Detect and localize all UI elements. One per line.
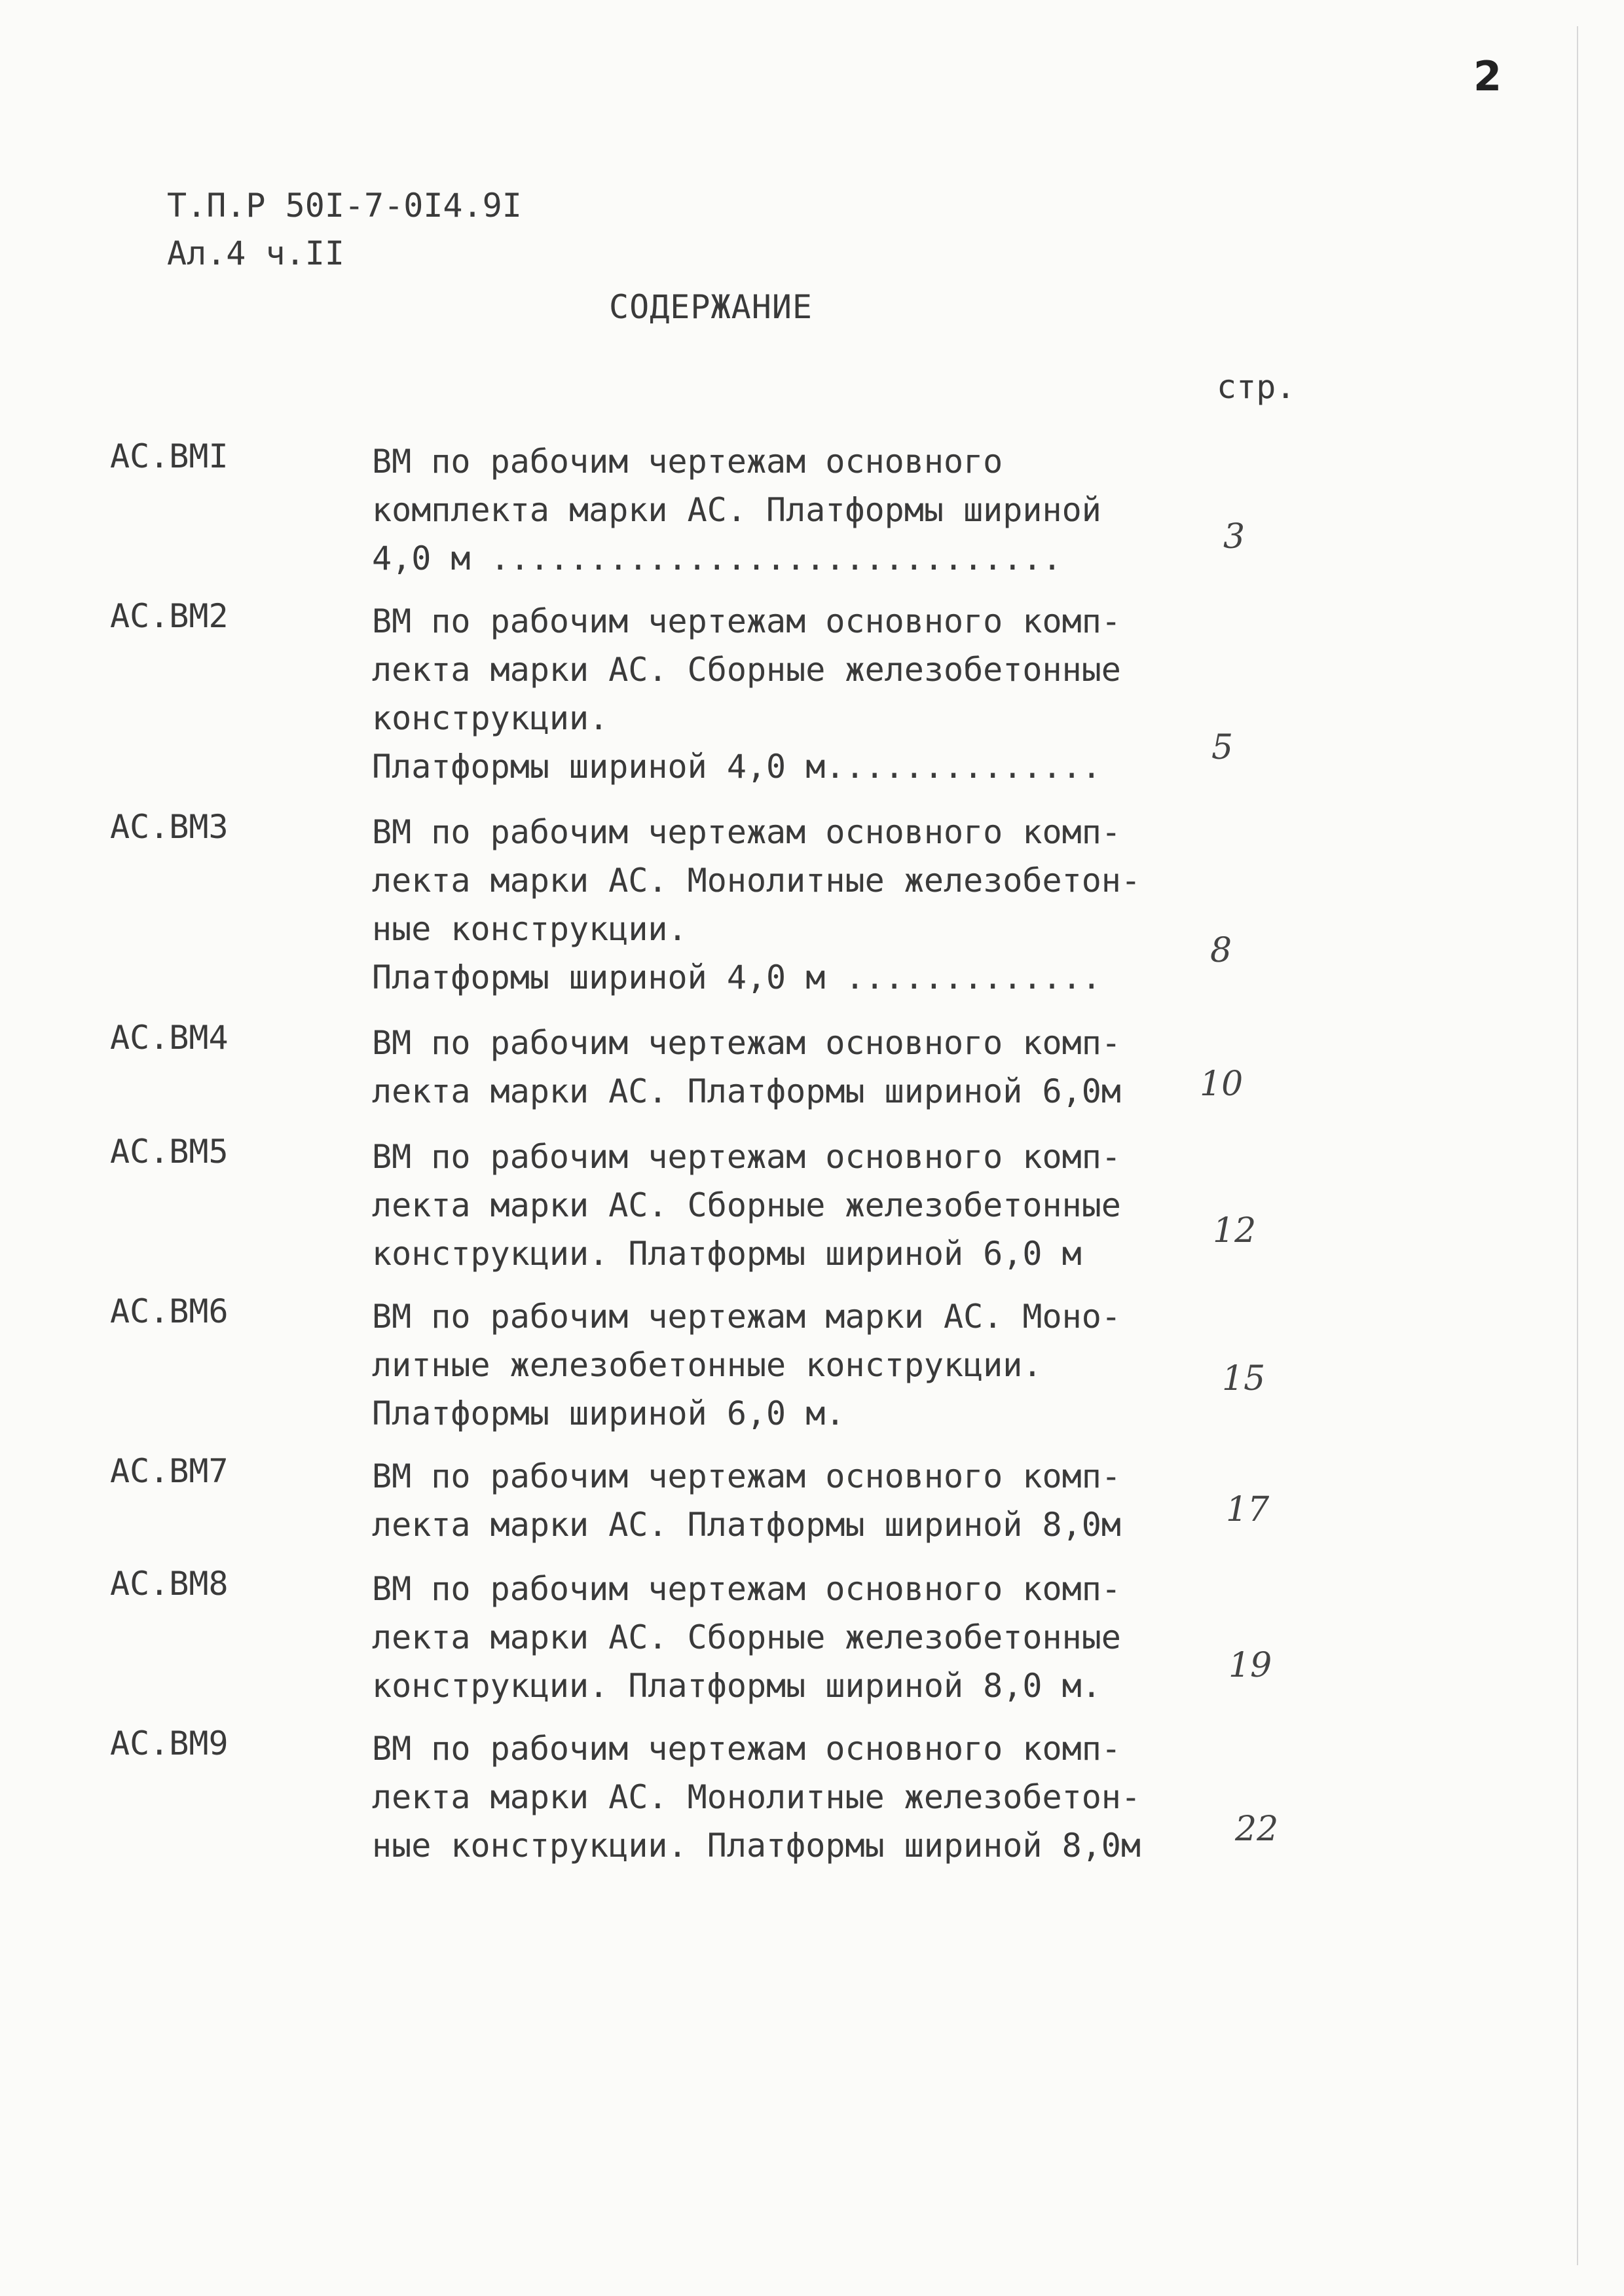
description-line: лекта марки АС. Сборные железобетонные: [372, 651, 1121, 689]
entry-code: АС.ВМ7: [110, 1452, 229, 1490]
description-line: литные железобетонные конструкции.: [372, 1346, 1043, 1384]
description-line: лекта марки АС. Платформы шириной 6,0м: [372, 1072, 1121, 1110]
document-code: Т.П.Р 50I-7-0I4.9I: [167, 187, 522, 225]
description-line: ные конструкции.: [372, 910, 688, 948]
entry-code: АС.ВМI: [110, 437, 229, 475]
description-line: лекта марки АС. Сборные железобетонные: [372, 1186, 1121, 1224]
description-line: ВМ по рабочим чертежам основного комп-: [372, 1138, 1121, 1176]
entry-page-number: 3: [1223, 517, 1246, 556]
entry-description: [372, 1724, 1141, 1870]
entry-description: [372, 808, 1141, 1002]
entry-description: [372, 1292, 1121, 1438]
page-title: СОДЕРЖАНИЕ: [609, 288, 813, 326]
entry-page-number: 15: [1222, 1359, 1266, 1398]
description-line: конструкции. Платформы шириной 6,0 м: [372, 1235, 1082, 1273]
description-line: Платформы шириной 4,0 м .............: [372, 958, 1101, 996]
description-line: ВМ по рабочим чертежам основного комп-: [372, 1570, 1121, 1608]
description-line: ВМ по рабочим чертежам основного комп-: [372, 602, 1121, 640]
entry-description: [372, 1019, 1121, 1116]
description-line: 4,0 м .............................: [372, 539, 1062, 577]
entry-code: АС.ВМ3: [110, 808, 229, 846]
description-line: конструкции.: [372, 699, 609, 737]
entry-page-number: 8: [1210, 931, 1232, 970]
entry-page-number: 12: [1213, 1211, 1257, 1250]
entry-code: АС.ВМ8: [110, 1565, 229, 1603]
description-line: лекта марки АС. Платформы шириной 8,0м: [372, 1506, 1121, 1544]
entry-code: АС.ВМ9: [110, 1724, 229, 1762]
album-part: Ал.4 ч.II: [167, 234, 344, 272]
description-line: Платформы шириной 6,0 м.: [372, 1394, 845, 1432]
entry-description: [372, 1565, 1121, 1710]
description-line: комплекта марки АС. Платформы шириной: [372, 491, 1101, 529]
description-line: ВМ по рабочим чертежам основного комп-: [372, 1730, 1121, 1768]
description-line: лекта марки АС. Монолитные железобетон-: [372, 1778, 1141, 1816]
entry-code: АС.ВМ5: [110, 1133, 229, 1171]
entry-description: [372, 597, 1121, 791]
description-line: ВМ по рабочим чертежам основного: [372, 443, 1003, 481]
entry-page-number: 17: [1226, 1490, 1270, 1529]
page-number: 2: [1473, 52, 1502, 100]
description-line: ВМ по рабочим чертежам марки АС. Моно-: [372, 1298, 1121, 1336]
entry-code: АС.ВМ2: [110, 597, 229, 635]
description-line: лекта марки АС. Сборные железобетонные: [372, 1618, 1121, 1656]
scan-margin-line: [1577, 26, 1578, 2265]
entry-page-number: 5: [1211, 728, 1234, 767]
description-line: конструкции. Платформы шириной 8,0 м.: [372, 1667, 1101, 1705]
entry-code: АС.ВМ4: [110, 1019, 229, 1057]
entry-description: [372, 437, 1101, 583]
entry-description: [372, 1133, 1121, 1278]
description-line: ные конструкции. Платформы шириной 8,0м: [372, 1827, 1141, 1865]
description-line: ВМ по рабочим чертежам основного комп-: [372, 813, 1121, 851]
description-line: ВМ по рабочим чертежам основного комп-: [372, 1457, 1121, 1495]
entry-page-number: 19: [1228, 1646, 1272, 1685]
entry-description: [372, 1452, 1121, 1549]
entry-code: АС.ВМ6: [110, 1292, 229, 1330]
description-line: ВМ по рабочим чертежам основного комп-: [372, 1024, 1121, 1062]
description-line: лекта марки АС. Монолитные железобетон-: [372, 862, 1141, 900]
description-line: Платформы шириной 4,0 м..............: [372, 748, 1101, 786]
page-column-header: стр.: [1217, 368, 1296, 406]
entry-page-number: 10: [1200, 1065, 1244, 1104]
entry-page-number: 22: [1235, 1810, 1279, 1849]
